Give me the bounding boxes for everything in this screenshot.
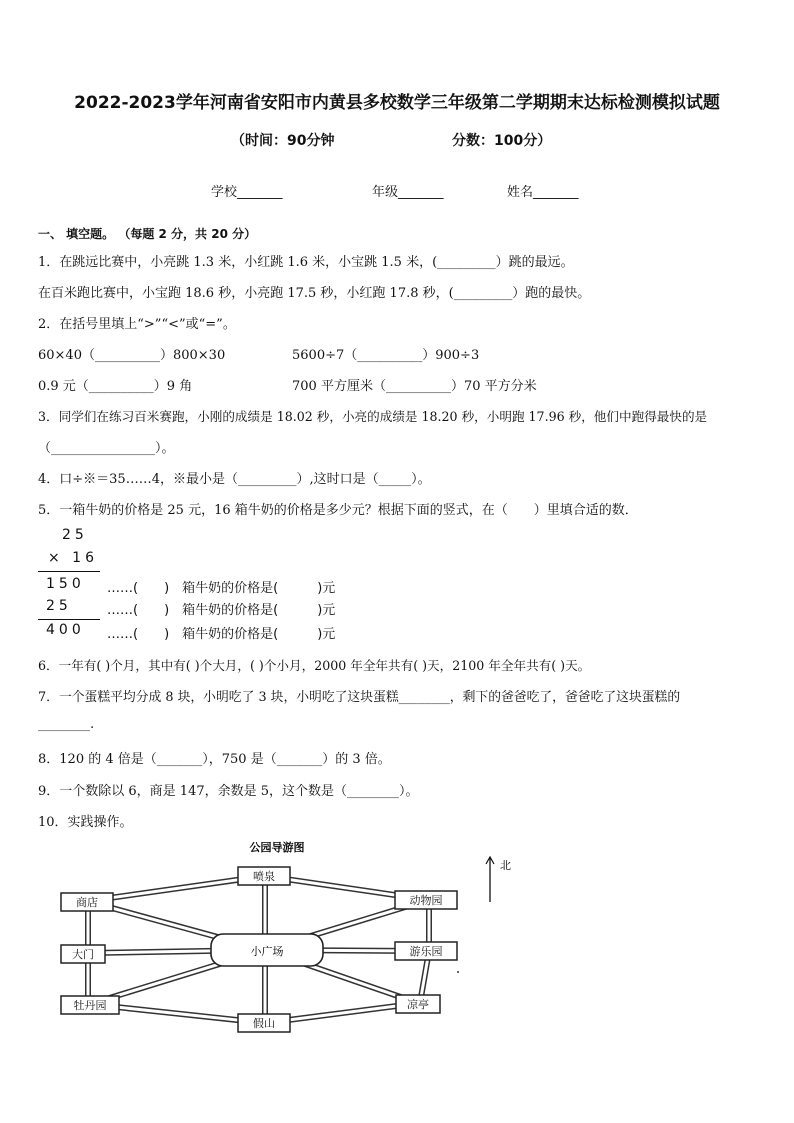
- question-6: 6．一年有( )个月，其中有( )个大月，( )个小月，2000 年全年共有( )天，2100 年全年共有( )天。: [38, 658, 591, 673]
- calc-note-1: ……( ) 箱牛奶的价格是( )元: [107, 581, 336, 596]
- question-3a: 3．同学们在练习百米赛跑，小刚的成绩是 18.02 秒，小亮的成绩是 18.20 秒，小明跑 17.96 秒，他们中跑得最快的是: [38, 409, 708, 424]
- question-1b: 在百米跑比赛中，小宝跑 18.6 秒，小亮跑 17.5 秒，小红跑 17.8 秒，(_________）跑的最快。: [38, 286, 591, 301]
- calc-partial-1: 150: [46, 576, 85, 592]
- question-2-item-2: 5600÷7（__________）900÷3: [292, 348, 480, 363]
- calc-result: 400: [46, 622, 85, 638]
- north-label: 北: [500, 859, 511, 872]
- question-2: 2．在括号里填上“>”“<”或“=”。: [38, 317, 236, 332]
- question-3b: （________________）。: [38, 441, 175, 456]
- question-7b: ________.: [38, 717, 95, 732]
- name-field: 姓名_______: [507, 185, 579, 200]
- map-label-amusement: 游乐园: [409, 945, 443, 958]
- map-center: [211, 934, 323, 966]
- question-5: 5．一箱牛奶的价格是 25 元，16 箱牛奶的价格是多少元？根据下面的竖式，在（ ）里填合适的数．: [38, 503, 638, 518]
- calc-multiplicand: 25: [62, 527, 88, 543]
- section-heading: 一、 填空题。 （每题 2 分，共 20 分）: [38, 227, 257, 241]
- calc-multiplier: × 16: [48, 550, 98, 566]
- stray-dot: [457, 971, 459, 973]
- question-2-item-3: 0.9 元（__________）9 角: [38, 379, 193, 394]
- map-center-label: 小广场: [250, 945, 284, 958]
- school-field: 学校_______: [211, 185, 283, 200]
- map-label-rockery: 假山: [253, 1017, 275, 1030]
- map-title: 公园导游图: [249, 841, 305, 854]
- question-9: 9．一个数除以 6，商是 147，余数是 5，这个数是（________）。: [38, 784, 419, 799]
- question-1a: 1．在跳远比赛中，小亮跳 1.3 米，小红跳 1.6 米，小宝跳 1.5 米，(_________）跳的最远。: [38, 255, 574, 270]
- map-label-peony: 牡丹园: [73, 999, 107, 1012]
- exam-score: 分数：100分）: [452, 133, 552, 149]
- calc-note-2: ……( ) 箱牛奶的价格是( )元: [107, 603, 336, 618]
- page-title: 2022-2023学年河南省安阳市内黄县多校数学三年级第二学期期末达标检测模拟试题: [74, 93, 720, 113]
- question-2-item-4: 700 平方厘米（__________）70 平方分米: [292, 379, 537, 394]
- question-2-item-1: 60×40（__________）800×30: [38, 348, 226, 363]
- map-label-fountain: 喷泉: [253, 870, 275, 883]
- map-label-shop: 商店: [76, 896, 98, 909]
- map-label-pavilion: 凉亭: [407, 998, 429, 1011]
- grade-field: 年级_______: [372, 185, 444, 200]
- calc-partial-2: 25: [46, 598, 72, 614]
- map-label-gate: 大门: [72, 948, 94, 961]
- exam-time: （时间：90分钟: [231, 133, 335, 149]
- question-7a: 7．一个蛋糕平均分成 8 块，小明吃了 3 块，小明吃了这块蛋糕________，剩下的爸爸吃了，爸爸吃了这块蛋糕的: [38, 690, 681, 705]
- question-10: 10．实践操作。: [38, 815, 133, 830]
- map-label-zoo: 动物园: [409, 894, 443, 907]
- north-arrow-icon: [486, 857, 511, 902]
- calc-note-3: ……( ) 箱牛奶的价格是( )元: [107, 627, 336, 642]
- question-4: 4．口÷※＝35……4，※最小是（_________）,这时口是（_____）。: [38, 472, 431, 487]
- question-8: 8．120 的 4 倍是（_______），750 是（_______）的 3 倍。: [38, 752, 391, 767]
